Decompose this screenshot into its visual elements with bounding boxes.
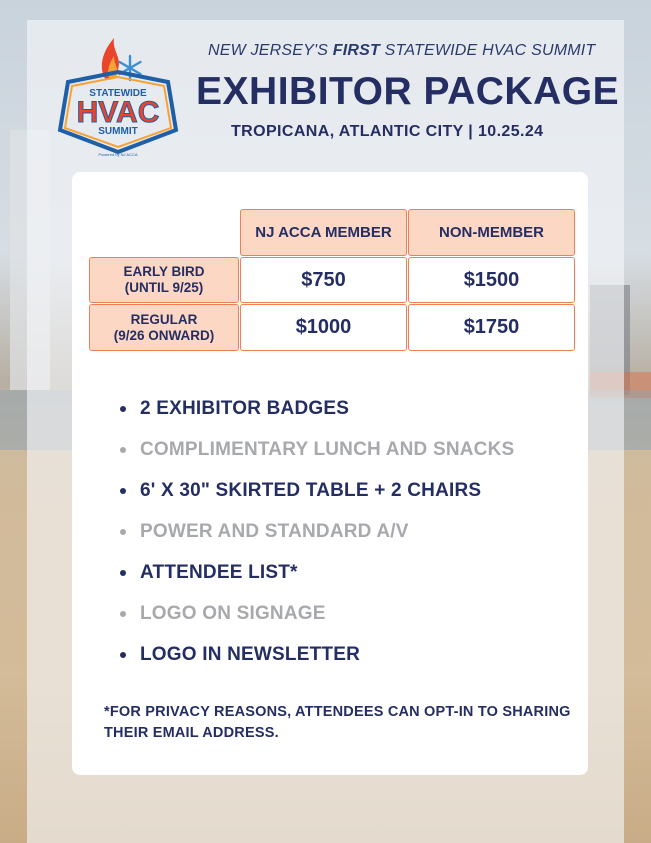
feature-text: COMPLIMENTARY LUNCH AND SNACKS <box>140 439 515 460</box>
row-label-title: REGULAR <box>130 311 198 327</box>
tagline <box>208 42 608 60</box>
feature-item <box>118 600 578 641</box>
row-label-regular <box>89 304 239 351</box>
row-label-title: EARLY BIRD <box>123 264 205 279</box>
tagline-emphasis: FIRST <box>332 42 381 59</box>
row-label-date: (9/26 ONWARD) <box>113 327 215 343</box>
logo-small-text: Powered by NJ ACCA <box>98 152 138 157</box>
bullet-icon <box>120 488 126 494</box>
feature-item <box>118 395 578 436</box>
privacy-footnote: *FOR PRIVACY REASONS, ATTENDEES CAN OPT-IN TO SHARING THEIR EMAIL ADDRESS. <box>104 704 571 741</box>
price-early-non-member: $1500 <box>408 257 575 303</box>
feature-list <box>118 395 578 682</box>
feature-item <box>118 559 578 600</box>
feature-text: 2 EXHIBITOR BADGES <box>140 398 350 419</box>
feature-text: POWER AND STANDARD A/V <box>140 521 409 542</box>
logo-bottom-text: SUMMIT <box>98 126 138 137</box>
logo-top-text: STATEWIDE <box>89 88 147 99</box>
column-header-non-member: NON-MEMBER <box>408 209 575 256</box>
tagline-suffix: STATEWIDE HVAC SUMMIT <box>380 42 596 59</box>
row-label-early-bird <box>89 257 239 303</box>
venue-date: TROPICANA, ATLANTIC CITY | 10.25.24 <box>231 123 544 140</box>
feature-text: 6' X 30" SKIRTED TABLE + 2 CHAIRS <box>140 480 482 501</box>
price-regular-non-member: $1750 <box>408 304 575 351</box>
feature-item <box>118 436 578 477</box>
feature-text: LOGO ON SIGNAGE <box>140 603 326 624</box>
feature-text: ATTENDEE LIST* <box>140 562 298 583</box>
feature-item <box>118 641 578 682</box>
bullet-icon <box>120 570 126 576</box>
price-regular-member: $1000 <box>240 304 407 351</box>
bullet-icon <box>120 529 126 535</box>
row-label-date: (UNTIL 9/25) <box>124 280 204 295</box>
price-early-member: $750 <box>240 257 407 303</box>
tagline-prefix: NEW JERSEY'S <box>208 42 333 59</box>
feature-item <box>118 518 578 559</box>
bullet-icon <box>120 652 126 658</box>
column-header-member: NJ ACCA MEMBER <box>240 209 407 256</box>
logo-main-text: HVAC <box>76 96 160 129</box>
bullet-icon <box>120 447 126 453</box>
feature-text: LOGO IN NEWSLETTER <box>140 644 360 665</box>
feature-item <box>118 477 578 518</box>
header <box>0 0 651 170</box>
bullet-icon <box>120 611 126 617</box>
hvac-summit-logo <box>48 30 188 165</box>
page-title: EXHIBITOR PACKAGE <box>196 70 620 113</box>
bullet-icon <box>120 406 126 412</box>
